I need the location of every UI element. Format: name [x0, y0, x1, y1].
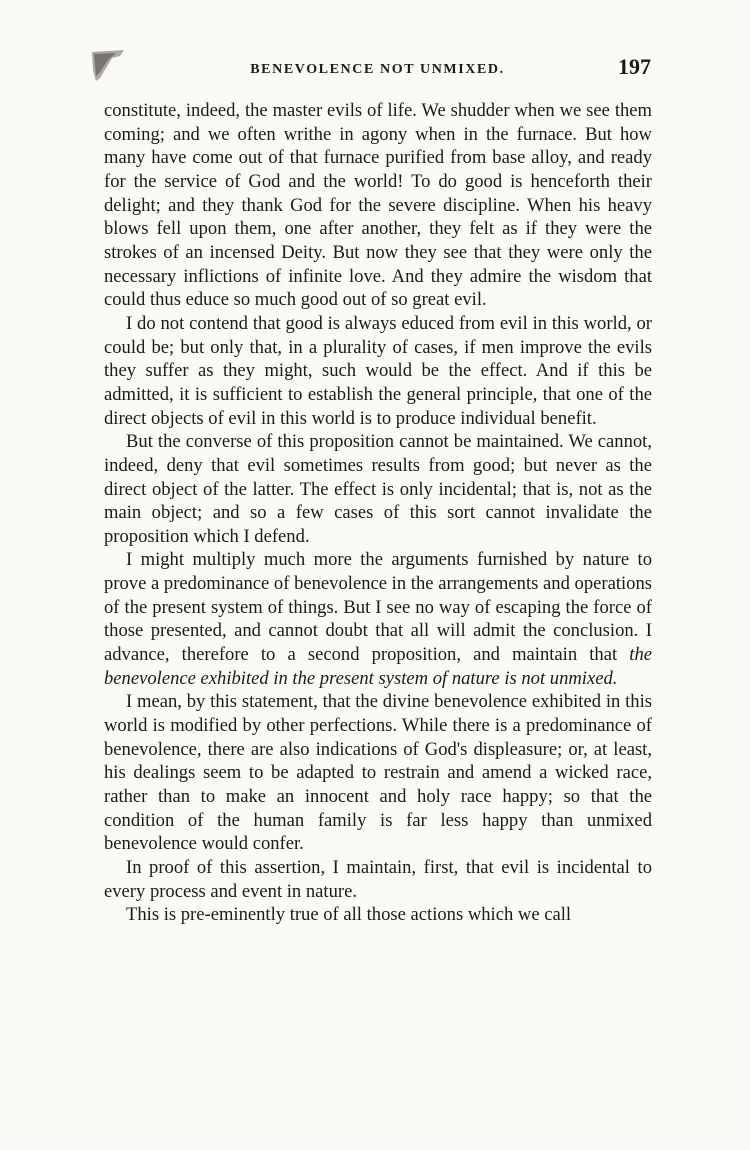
- running-head: BENEVOLENCE NOT UNMIXED.: [250, 62, 505, 77]
- paragraph-3: But the converse of this proposition cannot be maintained. We cannot, indeed, deny that evil sometimes results from good; but never as the direct object of the latter. The effect is only incidental; that is, not as the main object; and so a few cases of this sort cannot invalidate the proposition which I defend.: [104, 431, 652, 547]
- paragraph-4: [104, 548, 652, 690]
- paragraph-7: This is pre-eminently true of all those actions which we call: [126, 904, 572, 926]
- paragraph-4-text: I might multiply much more the arguments furnished by nature to prove a predominance of benevolence in the arrangements and operations of the present system of things. But I see no way of escaping the force of those presented, and cannot doubt that all will admit the conclusion. I advance, therefore to a second proposition, and maintain that: [104, 549, 652, 666]
- paragraph-1: constitute, indeed, the master evils of life. We shudder when we see them coming; and we often writhe in agony when in the furnace. But how many have come out of that furnace purified from base alloy, and ready for the service of God and the world! To do good is henceforth their delight; and they thank God for the severe discipline. When his heavy blows fell upon them, one after another, they felt as if they were the strokes of an incensed Deity. But now they see that they were only the necessary inflictions of infinite love. And they admire the wisdom that could thus educe so much good out of so great evil.: [104, 100, 652, 311]
- italic-proposition: the benevolence exhibited in the present system of nature is not unmixed.: [104, 644, 652, 689]
- paragraph-2: I do not contend that good is always educed from evil in this world, or could be; but only that, in a plurality of cases, if men improve the evils they suffer as they might, such would be the effect. And if this be admitted, it is sufficient to establish the general principle, that one of the direct objects of evil in this world is to produce individual benefit.: [104, 312, 652, 429]
- page-number: 197: [618, 54, 651, 79]
- paragraph-5: I mean, by this statement, that the divine benevolence exhibited in this world is modified by other perfections. While there is a predominance of benevolence, there are also indications of God's displeasure; or, at least, his dealings seem to be adapted to restrain and amend a wicked race, rather than to make an innocent and holy race happy; so that the condition of the human family is far less happy than unmixed benevolence would confer.: [104, 691, 652, 855]
- page-header: [100, 54, 655, 90]
- body-text: [104, 99, 652, 927]
- paragraph-6: In proof of this assertion, I maintain, first, that evil is incidental to every process and event in nature.: [104, 857, 652, 902]
